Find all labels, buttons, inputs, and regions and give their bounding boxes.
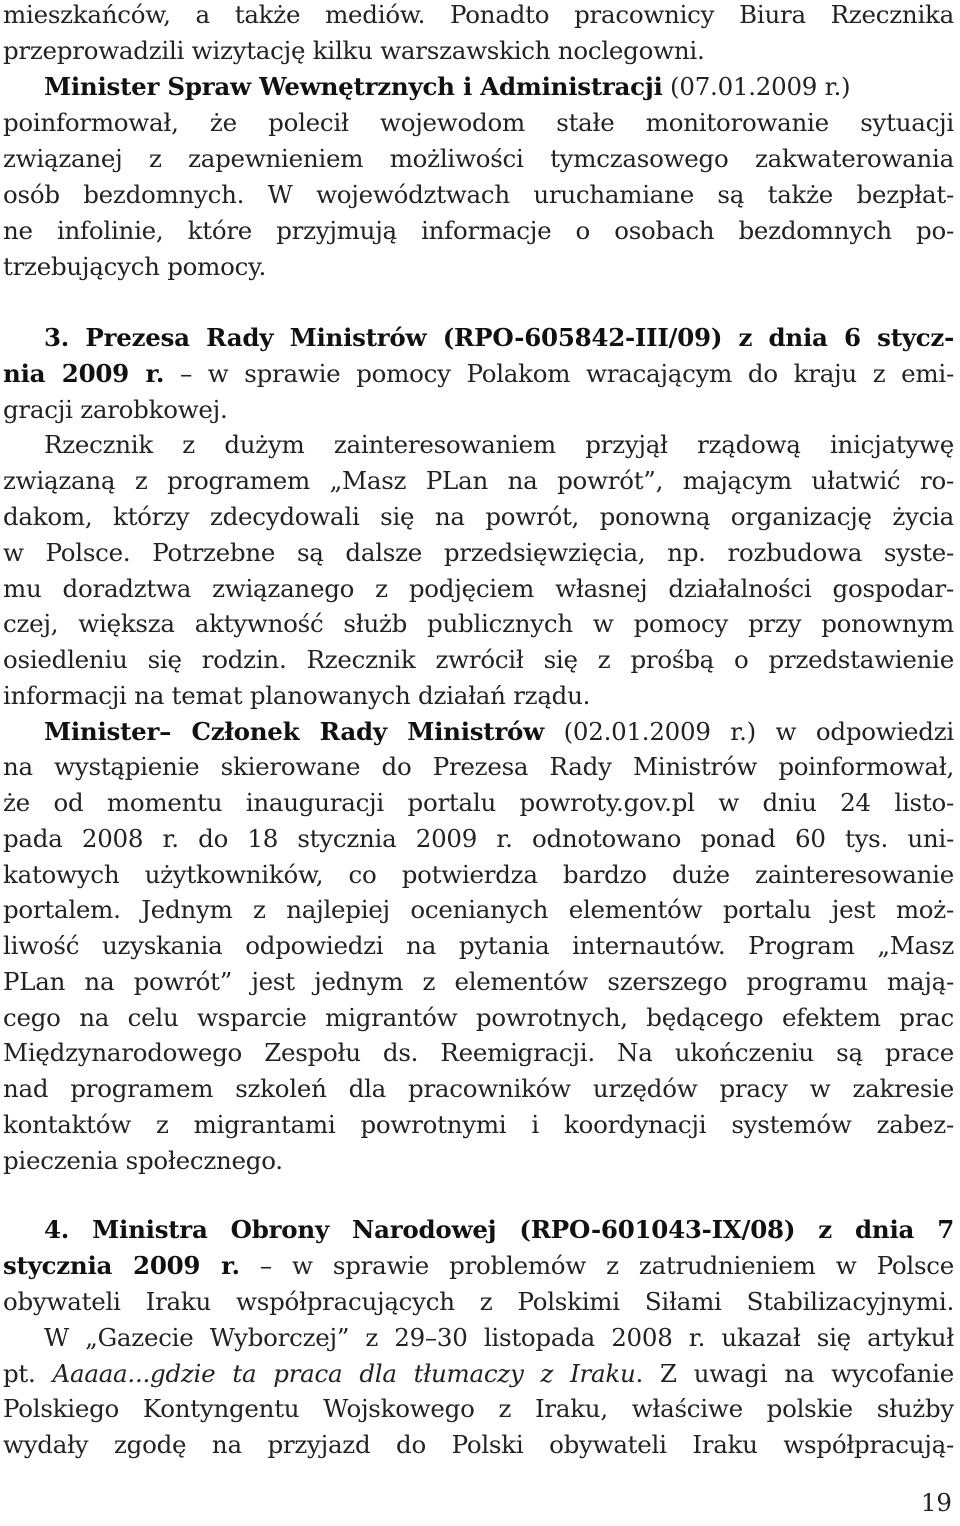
text-line: nia 2009 r. – w sprawie pomocy Polakom wracającym do kraju z emi- (3, 359, 954, 388)
text-line: przeprowadzili wizytację kilku warszawskich noclegowni. (3, 36, 705, 65)
text-line: katowych użytkowników, co potwierdza bardzo duże zainteresowanie (3, 860, 954, 889)
text-line: obywateli Iraku współpracujących z Polskimi Siłami Stabilizacyjnymi. (3, 1287, 954, 1316)
text-line: stycznia 2009 r. – w sprawie problemów z zatrudnieniem w Polsce (3, 1251, 954, 1280)
text-line: Polskiego Kontyngentu Wojskowego z Iraku, właściwe polskie służby (3, 1394, 954, 1423)
page-number: 19 (920, 1488, 952, 1517)
text-line: osób bezdomnych. W województwach uruchamiane są także bezpłat- (3, 180, 954, 209)
text-line: Międzynarodowego Zespołu ds. Reemigracji. Na ukończeniu są prace (3, 1038, 954, 1067)
text-line: W „Gazecie Wyborczej” z 29–30 listopada 2008 r. ukazał się artykuł (44, 1323, 954, 1352)
text-line: pada 2008 r. do 18 stycznia 2009 r. odnotowano ponad 60 tys. uni- (3, 824, 954, 853)
text-line: nad programem szkoleń dla pracowników urzędów pracy w zakresie (3, 1074, 954, 1103)
text-line: na wystąpienie skierowane do Prezesa Rady Ministrów poinformował, (3, 752, 954, 781)
text-line: osiedleniu się rodzin. Rzecznik zwrócił się z prośbą o przedstawienie (3, 645, 954, 674)
section-heading: 3. Prezesa Rady Ministrów (RPO-605842-III/09) z dnia 6 stycz- (44, 323, 954, 352)
text-line: pt. Aaaaa...gdzie ta praca dla tłumaczy z Iraku. Z uwagi na wycofanie (3, 1359, 954, 1388)
text-line: gracji zarobkowej. (3, 395, 228, 424)
text-line: liwość uzyskania odpowiedzi na pytania internautów. Program „Masz (3, 931, 954, 960)
text-line: poinformował, że polecił wojewodom stałe monitorowanie sytuacji (3, 108, 954, 137)
section-heading: Minister Spraw Wewnętrznych i Administracji (07.01.2009 r.) (44, 72, 851, 101)
text-line: dakom, którzy zdecydowali się na powrót, ponowną organizację życia (3, 502, 954, 531)
text-line: ne infolinie, które przyjmują informacje o osobach bezdomnych po- (3, 216, 954, 245)
text-line: cego na celu wsparcie migrantów powrotnych, będącego efektem prac (3, 1003, 954, 1032)
text-line: związanej z zapewnieniem możliwości tymczasowego zakwaterowania (3, 144, 954, 173)
section-heading: 4. Ministra Obrony Narodowej (RPO-601043-IX/08) z dnia 7 (44, 1215, 954, 1244)
text-line: trzebujących pomocy. (3, 252, 266, 281)
section-heading: Minister– Członek Rady Ministrów (02.01.2009 r.) w odpowiedzi (44, 717, 954, 746)
text-line: Rzecznik z dużym zainteresowaniem przyjął rządową inicjatywę (44, 430, 954, 459)
text-line: związaną z programem „Masz PLan na powrót”, mającym ułatwić ro- (3, 466, 954, 495)
text-line: informacji na temat planowanych działań rządu. (3, 681, 591, 710)
text-line: mu doradztwa związanego z podjęciem własnej działalności gospodar- (3, 574, 954, 603)
text-line: pieczenia społecznego. (3, 1146, 283, 1175)
text-line: że od momentu inauguracji portalu powroty.gov.pl w dniu 24 listo- (3, 788, 954, 817)
text-line: wydały zgodę na przyjazd do Polski obywateli Iraku współpracują- (3, 1430, 954, 1459)
text-line: czej, większa aktywność służb publicznych w pomocy przy ponownym (3, 609, 954, 638)
text-line: w Polsce. Potrzebne są dalsze przedsięwzięcia, np. rozbudowa syste- (3, 538, 954, 567)
text-line: portalem. Jednym z najlepiej ocenianych elementów portalu jest moż- (3, 895, 954, 924)
text-line: PLan na powrót” jest jednym z elementów szerszego programu mają- (3, 967, 954, 996)
text-line: kontaktów z migrantami powrotnymi i koordynacji systemów zabez- (3, 1110, 954, 1139)
text-line: mieszkańców, a także mediów. Ponadto pracownicy Biura Rzecznika (3, 0, 954, 29)
